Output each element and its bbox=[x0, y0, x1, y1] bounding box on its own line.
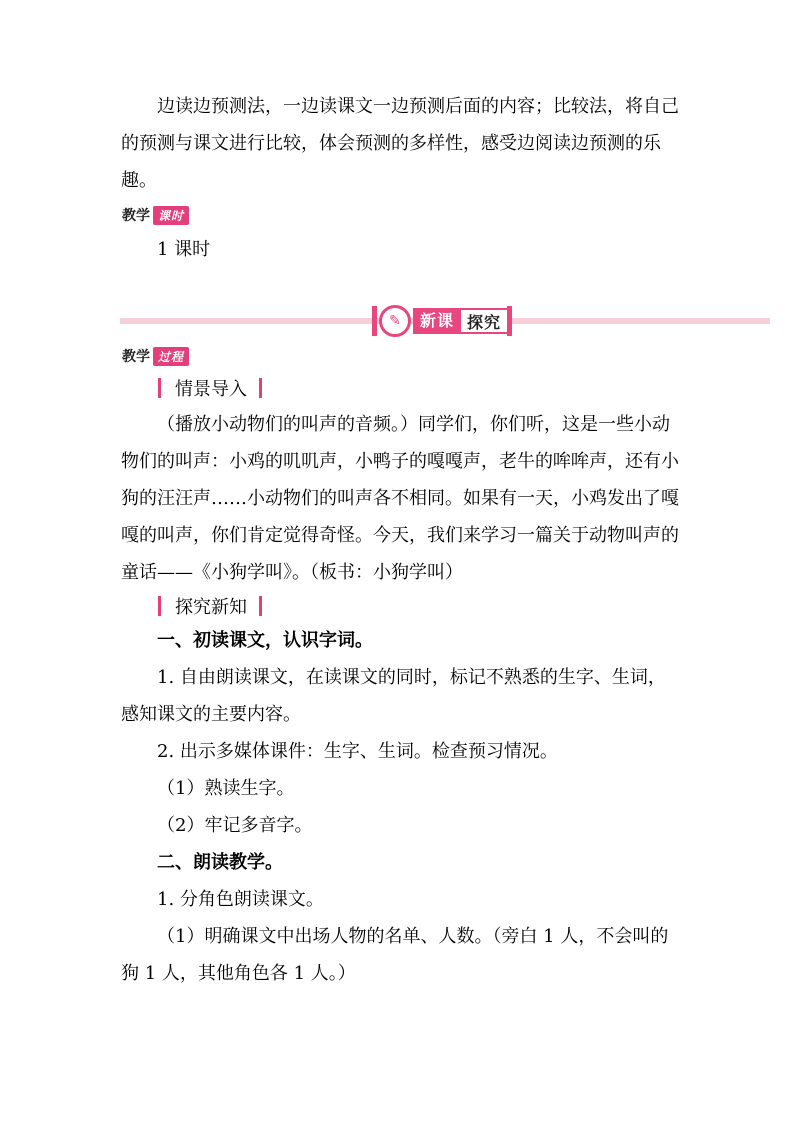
teaching-hours-tag bbox=[122, 204, 189, 226]
item-role-reading: 1. 分角色朗读课文。 bbox=[157, 889, 324, 910]
banner-label-pink: 新课 bbox=[413, 308, 461, 334]
item-free-reading: 1. 自由朗读课文，在读课文的同时，标记不熟悉的生字、生词，感知课文的主要内容。 bbox=[121, 667, 666, 725]
intro-paragraph: 边读边预测法，一边读课文一边预测后面的内容；比较法，将自己的预测与课文进行比较，体会预测的多样性，感受边阅读边预测的乐趣。 bbox=[121, 96, 679, 191]
pen-icon: ✎ bbox=[379, 305, 411, 337]
heading-first-reading: 一、初读课文，认识字词。 bbox=[157, 630, 373, 651]
section-header-explore: 探究新知 bbox=[158, 595, 262, 617]
tag-badge: 课时 bbox=[153, 206, 189, 225]
sub-item-cast-list: （1）明确课文中出场人物的名单、人数。（旁白 1 人，不会叫的狗 1 人，其他角色各 1 人。） bbox=[121, 926, 669, 984]
tag-label: 教学 bbox=[122, 349, 150, 365]
tag-label: 教学 bbox=[122, 208, 150, 224]
tag-badge: 过程 bbox=[153, 347, 189, 366]
intro-scene-paragraph: （播放小动物们的叫声的音频。）同学们，你们听，这是一些小动物们的叫声：小鸡的叽叽声，小鸭子的嘎嘎声，老牛的哞哞声，还有小狗的汪汪声……小动物们的叫声各不相同。如果有一天，小鸡发出了嘎嘎的叫声，你们肯定觉得奇怪。今天，我们来学习一篇关于动物叫声的童话——《小狗学叫》。（板书：小狗学叫） bbox=[121, 414, 679, 583]
heading-reading-teaching: 二、朗读教学。 bbox=[157, 852, 283, 873]
item-multimedia: 2. 出示多媒体课件：生字、生词。检查预习情况。 bbox=[157, 741, 558, 762]
sub-item-polyphones: （2）牢记多音字。 bbox=[157, 815, 313, 836]
teaching-hours-text: 1 课时 bbox=[157, 239, 211, 260]
teaching-process-tag bbox=[122, 345, 189, 367]
new-lesson-banner bbox=[372, 306, 512, 336]
banner-label-white: 探究 bbox=[461, 308, 507, 334]
sub-item-read-characters: （1）熟读生字。 bbox=[157, 778, 295, 799]
section-header-intro: 情景导入 bbox=[158, 377, 262, 399]
